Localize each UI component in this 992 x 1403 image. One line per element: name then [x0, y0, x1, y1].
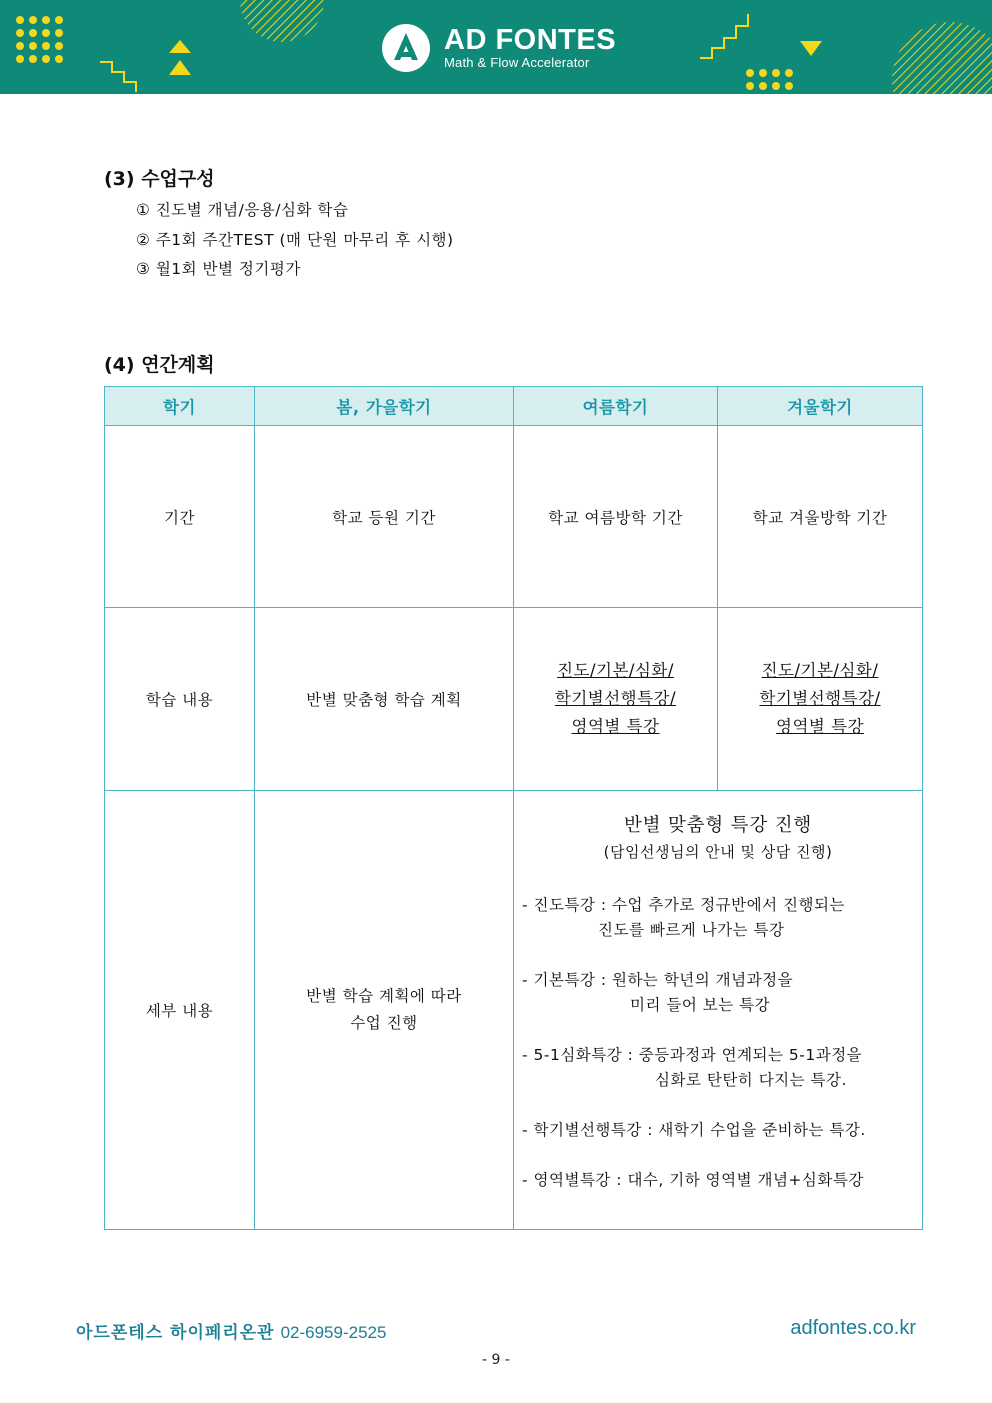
- dot-grid-right: [746, 69, 793, 90]
- table-cell: [718, 608, 923, 791]
- cell-line: 진도/기본/심화/: [761, 661, 879, 680]
- footer-phone: 02-6959-2525: [280, 1323, 387, 1342]
- cell-line: 학기별선행특강/: [759, 689, 881, 708]
- list-item: ② 주1회 주간TEST (매 단원 마무리 후 시행): [136, 230, 454, 249]
- cell-line: 반별 학습 계획에 따라: [306, 987, 462, 1005]
- logo-title: AD FONTES: [444, 24, 617, 56]
- cell-line: 영역별 특강: [776, 717, 864, 736]
- vacation-detail-cell: [514, 791, 923, 1230]
- cell-line: 진도/기본/심화/: [557, 661, 674, 680]
- footer-academy-info: [76, 1318, 386, 1343]
- header-cell: 봄, 가을학기: [255, 387, 514, 426]
- row-label: 학습 내용: [105, 608, 255, 791]
- page-number: - 9 -: [482, 1352, 510, 1368]
- cell-line: 학기별선행특강/: [554, 689, 677, 708]
- cell-line: 영역별 특강: [571, 717, 660, 736]
- detail-bullet-continuation: 미리 들어 보는 특강: [630, 996, 771, 1014]
- list-item: ① 진도별 개념/응용/심화 학습: [136, 201, 349, 219]
- detail-bullet-continuation: 진도를 빠르게 나가는 특강: [598, 921, 785, 939]
- header-cell: 학기: [105, 387, 255, 426]
- table-cell: [255, 791, 514, 1230]
- section-title-annual-plan: (4) 연간계획: [104, 354, 215, 376]
- detail-bullet: - 5-1심화특강 : 중등과정과 연계되는 5-1과정을: [522, 1046, 863, 1064]
- table-row: [105, 791, 923, 1230]
- dot-grid-left: [16, 16, 63, 63]
- row-label: 세부 내용: [105, 791, 255, 1230]
- detail-bullet-continuation: 심화로 탄탄히 다지는 특강.: [655, 1071, 847, 1089]
- row-label: 기간: [105, 426, 255, 608]
- table-cell: 학교 겨울방학 기간: [718, 426, 923, 608]
- list-item: ③ 월1회 반별 정기평가: [136, 260, 301, 278]
- header-banner: [0, 0, 992, 94]
- logo-mark-icon: [382, 24, 430, 72]
- brand-logo: [382, 24, 616, 72]
- footer-academy-name: 아드폰테스 하이페리온관: [76, 1323, 275, 1343]
- table-header-row: [105, 387, 923, 426]
- detail-bullet: - 진도특강 : 수업 추가로 정규반에서 진행되는: [522, 896, 845, 914]
- detail-bullet: - 기본특강 : 원하는 학년의 개념과정을: [522, 971, 794, 989]
- table-cell: 학교 등원 기간: [255, 426, 514, 608]
- section-title-class-structure: (3) 수업구성: [104, 168, 215, 190]
- annual-plan-table: [104, 386, 923, 1230]
- table-cell: 학교 여름방학 기간: [514, 426, 718, 608]
- footer-website-link[interactable]: adfontes.co.kr: [790, 1317, 916, 1339]
- table-cell: [514, 608, 718, 791]
- header-cell: 겨울학기: [718, 387, 923, 426]
- cell-line: 수업 진행: [350, 1014, 418, 1032]
- table-cell: 반별 맞춤형 학습 계획: [255, 608, 514, 791]
- detail-bullet: - 학기별선행특강 : 새학기 수업을 준비하는 특강.: [522, 1121, 866, 1139]
- vacation-detail-title: 반별 맞춤형 특강 진행: [623, 815, 813, 836]
- logo-subtitle: Math & Flow Accelerator: [444, 55, 590, 70]
- vacation-detail-subtitle: (담임선생님의 안내 및 상담 진행): [603, 843, 833, 861]
- table-row: [105, 608, 923, 791]
- detail-bullet: - 영역별특강 : 대수, 기하 영역별 개념+심화특강: [522, 1171, 864, 1189]
- class-structure-list: [136, 198, 454, 287]
- header-cell: 여름학기: [514, 387, 718, 426]
- table-row: [105, 426, 923, 608]
